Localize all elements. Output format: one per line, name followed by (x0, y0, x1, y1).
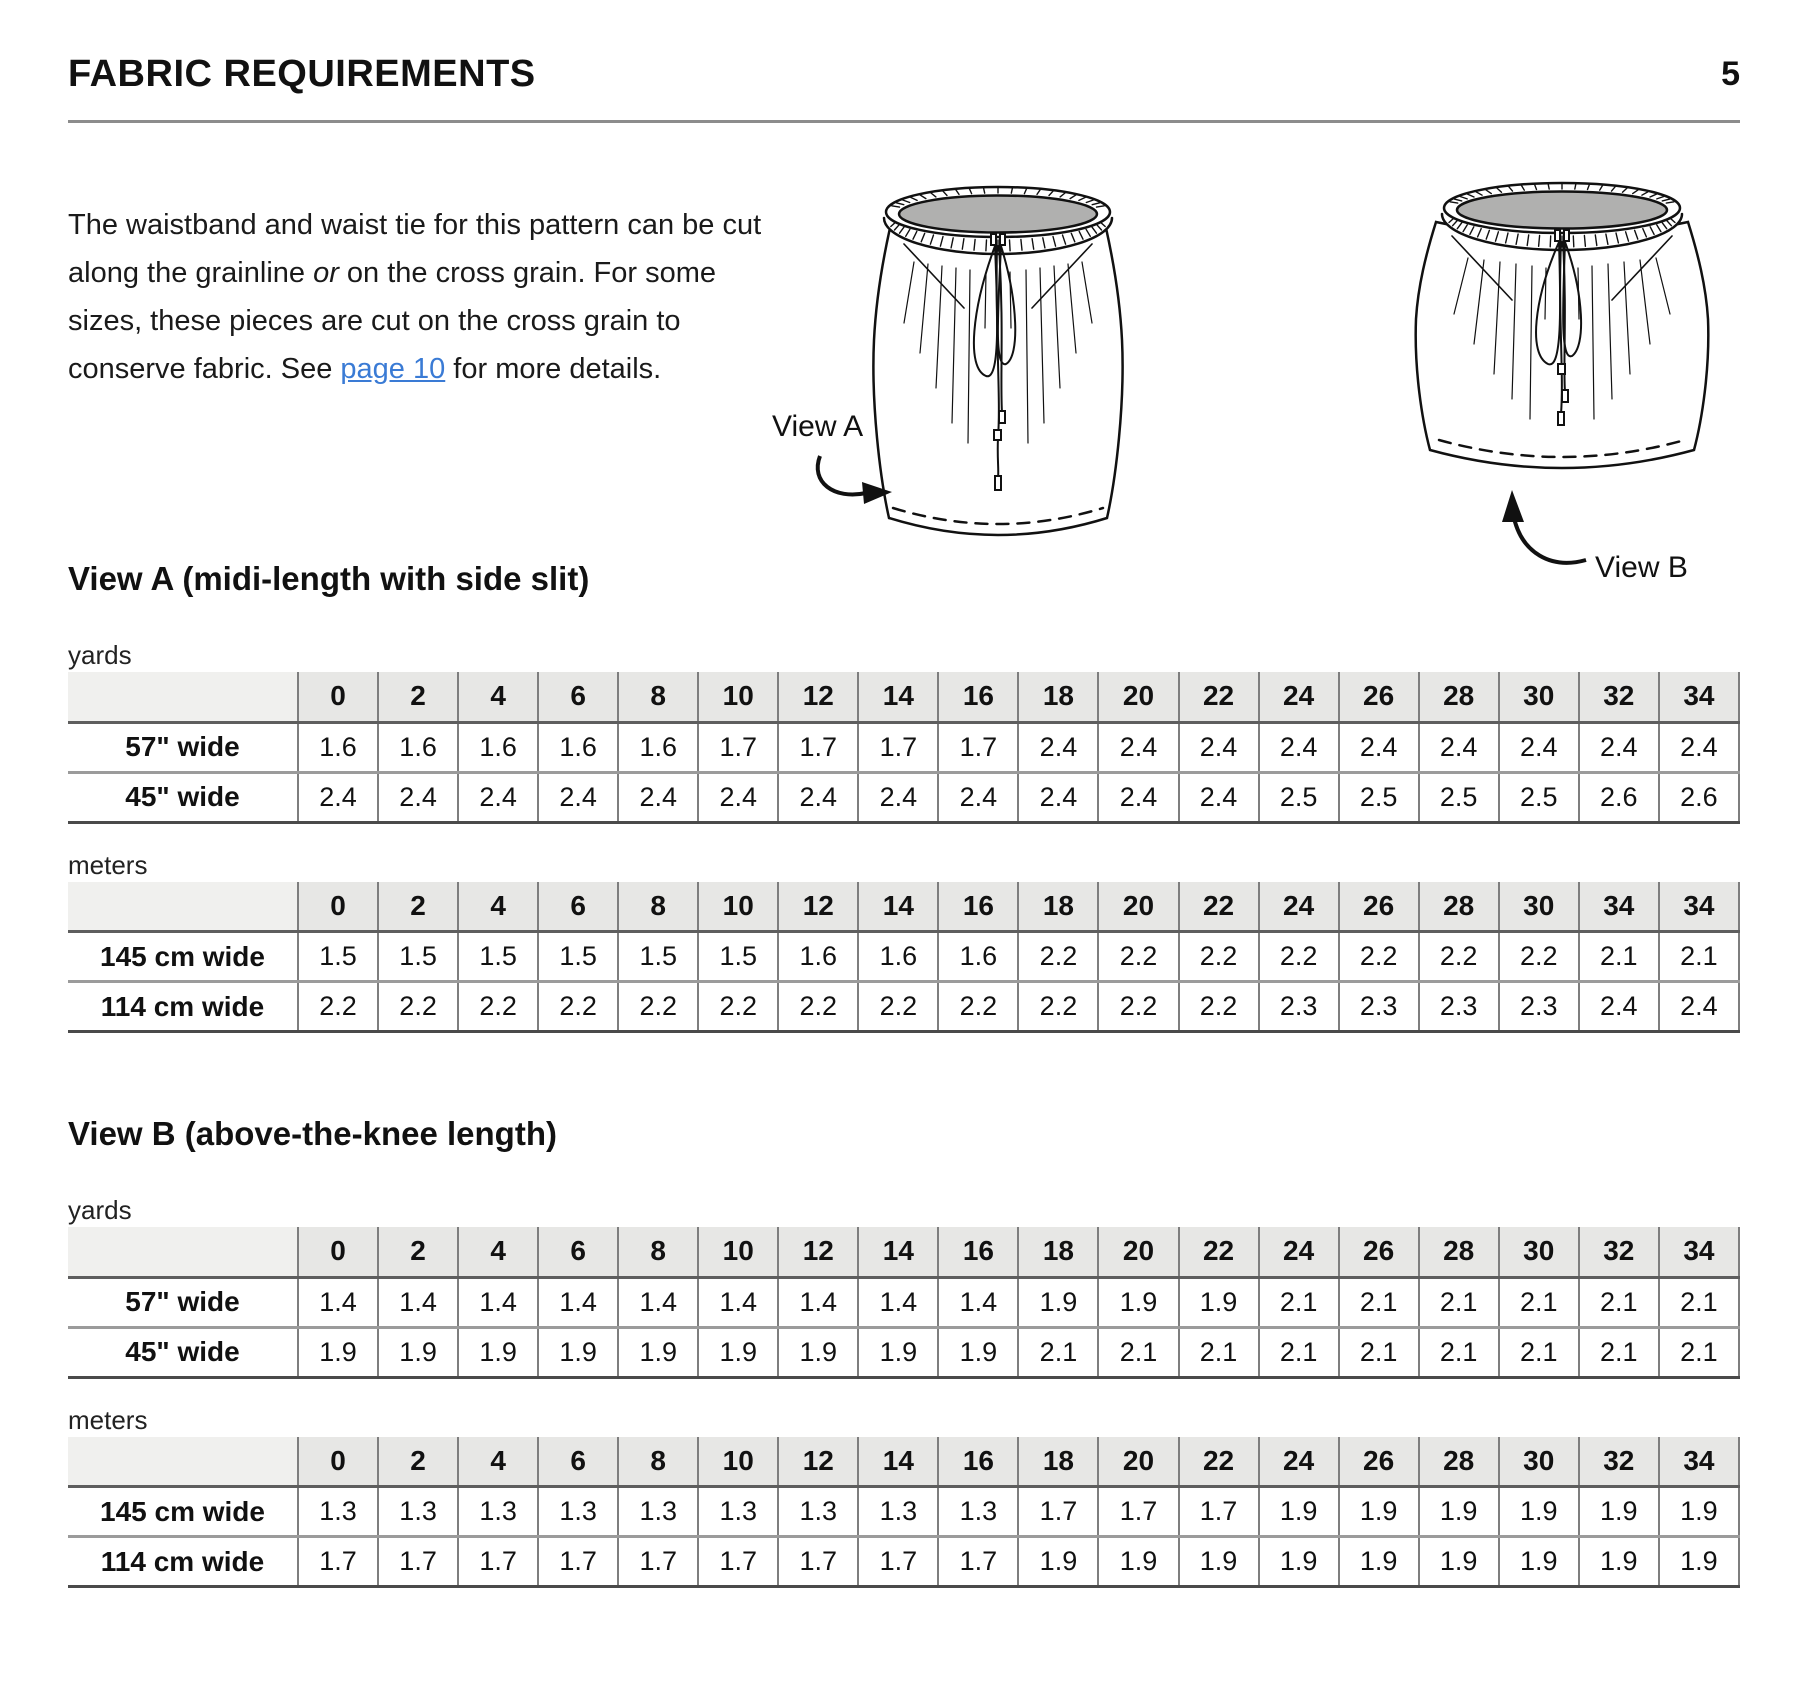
requirement-value-cell: 2.2 (938, 982, 1018, 1032)
requirement-value-cell: 1.9 (1339, 1487, 1419, 1537)
requirement-value-cell: 1.9 (1179, 1537, 1259, 1587)
size-header-cell: 32 (1579, 1437, 1659, 1487)
size-header-cell: 30 (1499, 672, 1579, 722)
requirement-value-cell: 1.7 (698, 1537, 778, 1587)
size-header-cell: 6 (538, 882, 618, 932)
size-header-cell: 30 (1499, 1437, 1579, 1487)
fabric-width-row-label: 114 cm wide (100, 1545, 265, 1577)
requirement-value-cell: 2.4 (778, 772, 858, 822)
size-header-cell: 26 (1339, 672, 1419, 722)
requirement-value-cell: 1.7 (1098, 1487, 1178, 1537)
fabric-width-row-label: 45" wide (125, 781, 240, 812)
requirement-value-cell: 2.1 (1018, 1327, 1098, 1377)
requirement-value-cell: 2.1 (1339, 1277, 1419, 1327)
requirement-value-cell: 1.6 (858, 932, 938, 982)
size-header-cell: 0 (298, 672, 378, 722)
size-header-cell: 12 (778, 1437, 858, 1487)
requirement-value-cell: 2.5 (1339, 772, 1419, 822)
requirement-value-cell: 2.4 (1579, 982, 1659, 1032)
requirement-value-cell: 2.2 (618, 982, 698, 1032)
requirement-value-cell: 1.5 (538, 932, 618, 982)
skirt-view-b-drawing (1416, 183, 1709, 468)
requirement-value-cell: 1.7 (458, 1537, 538, 1587)
requirement-value-cell: 1.9 (938, 1327, 1018, 1377)
intro-paragraph (68, 201, 768, 393)
size-header-cell: 18 (1018, 882, 1098, 932)
size-header-cell: 4 (458, 882, 538, 932)
requirement-value-cell: 2.3 (1259, 982, 1339, 1032)
requirement-value-cell: 1.9 (1339, 1537, 1419, 1587)
view-b-meters-table (68, 1437, 1740, 1589)
size-header-cell: 2 (378, 882, 458, 932)
requirement-value-cell: 1.3 (538, 1487, 618, 1537)
requirement-value-cell: 2.1 (1499, 1277, 1579, 1327)
requirements-table (68, 672, 1740, 824)
requirement-value-cell: 2.2 (778, 982, 858, 1032)
requirement-value-cell: 2.2 (1339, 932, 1419, 982)
requirement-value-cell: 1.4 (618, 1277, 698, 1327)
requirement-value-cell: 1.7 (298, 1537, 378, 1587)
size-header-cell: 14 (858, 672, 938, 722)
skirt-illustration-svg (750, 160, 1740, 620)
requirement-value-cell: 1.9 (1659, 1537, 1739, 1587)
requirement-value-cell: 1.4 (298, 1277, 378, 1327)
requirement-value-cell: 1.4 (858, 1277, 938, 1327)
size-header-cell: 20 (1098, 672, 1178, 722)
requirement-value-cell: 1.6 (618, 722, 698, 772)
requirement-value-cell: 1.4 (698, 1277, 778, 1327)
size-header-cell: 22 (1179, 882, 1259, 932)
requirement-value-cell: 2.4 (618, 772, 698, 822)
requirement-value-cell: 2.1 (1259, 1277, 1339, 1327)
size-header-cell: 10 (698, 1437, 778, 1487)
requirement-value-cell: 1.7 (698, 722, 778, 772)
size-header-cell: 0 (298, 1437, 378, 1487)
requirement-value-cell: 1.5 (618, 932, 698, 982)
requirement-value-cell: 2.4 (858, 772, 938, 822)
requirement-value-cell: 1.6 (298, 722, 378, 772)
size-header-cell: 24 (1259, 672, 1339, 722)
requirement-value-cell: 2.1 (1579, 932, 1659, 982)
page-header (68, 0, 1740, 98)
requirement-value-cell: 1.9 (1098, 1277, 1178, 1327)
requirement-value-cell: 1.9 (1018, 1277, 1098, 1327)
requirement-value-cell: 2.4 (1419, 722, 1499, 772)
requirement-value-cell: 2.4 (1579, 722, 1659, 772)
intro-italic-word: or (313, 257, 339, 289)
requirement-value-cell: 1.3 (858, 1487, 938, 1537)
table-corner-cell (68, 1437, 298, 1487)
requirement-value-cell: 2.2 (538, 982, 618, 1032)
requirement-value-cell: 2.4 (1499, 722, 1579, 772)
requirement-value-cell: 1.7 (938, 722, 1018, 772)
size-header-cell: 6 (538, 672, 618, 722)
view-b-yards-table (68, 1227, 1740, 1379)
size-header-cell: 20 (1098, 1437, 1178, 1487)
requirement-value-cell: 2.6 (1579, 772, 1659, 822)
page-title: FABRIC REQUIREMENTS (68, 53, 536, 95)
view-b-label: View B (1595, 551, 1688, 584)
requirement-value-cell: 1.3 (298, 1487, 378, 1537)
page-number: 5 (1721, 55, 1740, 93)
view-a-meters-table (68, 882, 1740, 1034)
skirt-a-waist-opening (899, 196, 1097, 233)
view-b-arrow-icon (1502, 490, 1586, 563)
requirement-value-cell: 2.4 (1339, 722, 1419, 772)
requirement-value-cell: 2.2 (1179, 982, 1259, 1032)
size-header-cell: 34 (1659, 1227, 1739, 1277)
requirement-value-cell: 2.2 (1259, 932, 1339, 982)
requirement-value-cell: 2.1 (1579, 1277, 1659, 1327)
skirt-views-illustration (750, 160, 1740, 620)
page-10-link[interactable]: page 10 (340, 353, 446, 385)
size-header-cell: 10 (698, 1227, 778, 1277)
requirement-value-cell: 1.7 (778, 1537, 858, 1587)
requirement-value-cell: 1.9 (858, 1327, 938, 1377)
size-header-cell: 30 (1499, 1227, 1579, 1277)
fabric-width-row-label: 45" wide (125, 1336, 240, 1367)
size-header-cell: 22 (1179, 672, 1259, 722)
requirement-value-cell: 1.7 (378, 1537, 458, 1587)
requirement-value-cell: 1.7 (1179, 1487, 1259, 1537)
view-b-section-heading: View B (above-the-knee length) (68, 1115, 557, 1152)
requirement-value-cell: 2.4 (1098, 722, 1178, 772)
header-divider (68, 120, 1740, 123)
requirement-value-cell: 2.2 (858, 982, 938, 1032)
unit-label-meters: meters (68, 1404, 148, 1435)
requirement-value-cell: 1.5 (298, 932, 378, 982)
skirt-b-waist-opening (1457, 192, 1667, 229)
size-header-cell: 26 (1339, 1437, 1419, 1487)
requirement-value-cell: 1.9 (1259, 1487, 1339, 1537)
requirement-value-cell: 1.9 (778, 1327, 858, 1377)
size-header-cell: 34 (1579, 882, 1659, 932)
size-header-cell: 26 (1339, 1227, 1419, 1277)
size-header-cell: 34 (1659, 1437, 1739, 1487)
requirement-value-cell: 2.4 (938, 772, 1018, 822)
requirement-value-cell: 2.4 (538, 772, 618, 822)
intro-text: for more details. (445, 353, 662, 385)
fabric-width-row-label: 57" wide (125, 1286, 240, 1317)
requirement-value-cell: 1.7 (938, 1537, 1018, 1587)
size-header-cell: 18 (1018, 1227, 1098, 1277)
size-header-cell: 32 (1579, 672, 1659, 722)
requirement-value-cell: 2.4 (1098, 772, 1178, 822)
requirement-value-cell: 1.9 (458, 1327, 538, 1377)
view-a-yards-table (68, 672, 1740, 824)
requirement-value-cell: 2.2 (378, 982, 458, 1032)
size-header-cell: 6 (538, 1437, 618, 1487)
requirement-value-cell: 2.4 (1659, 982, 1739, 1032)
requirement-value-cell: 1.5 (698, 932, 778, 982)
requirement-value-cell: 1.5 (378, 932, 458, 982)
requirement-value-cell: 1.3 (378, 1487, 458, 1537)
requirement-value-cell: 1.7 (858, 1537, 938, 1587)
intro-text: The waistband and waist tie for this pattern can be cut along the grainline (68, 209, 762, 289)
requirement-value-cell: 1.9 (698, 1327, 778, 1377)
unit-label-yards: yards (68, 1195, 132, 1225)
requirement-value-cell: 2.2 (1179, 932, 1259, 982)
size-header-cell: 34 (1659, 672, 1739, 722)
requirement-value-cell: 1.7 (618, 1537, 698, 1587)
size-header-cell: 0 (298, 1227, 378, 1277)
requirement-value-cell: 2.3 (1419, 982, 1499, 1032)
requirement-value-cell: 2.5 (1259, 772, 1339, 822)
size-header-cell: 10 (698, 882, 778, 932)
size-header-cell: 18 (1018, 1437, 1098, 1487)
size-header-cell: 22 (1179, 1437, 1259, 1487)
requirement-value-cell: 1.7 (1018, 1487, 1098, 1537)
requirement-value-cell: 2.4 (1259, 722, 1339, 772)
size-header-cell: 0 (298, 882, 378, 932)
requirement-value-cell: 1.6 (778, 932, 858, 982)
fabric-width-row-label: 57" wide (125, 731, 240, 762)
requirement-value-cell: 2.3 (1499, 982, 1579, 1032)
requirement-value-cell: 2.1 (1659, 1277, 1739, 1327)
size-header-cell: 14 (858, 882, 938, 932)
size-header-cell: 8 (618, 882, 698, 932)
size-header-cell: 4 (458, 1437, 538, 1487)
size-header-cell: 2 (378, 1227, 458, 1277)
table-corner-cell (68, 672, 298, 722)
requirement-value-cell: 1.9 (298, 1327, 378, 1377)
requirement-value-cell: 2.1 (1339, 1327, 1419, 1377)
requirement-value-cell: 2.2 (458, 982, 538, 1032)
requirement-value-cell: 2.2 (698, 982, 778, 1032)
size-header-cell: 10 (698, 672, 778, 722)
requirements-table (68, 1227, 1740, 1379)
requirement-value-cell: 1.9 (1419, 1487, 1499, 1537)
size-header-cell: 12 (778, 1227, 858, 1277)
size-header-cell: 28 (1419, 882, 1499, 932)
requirement-value-cell: 2.4 (698, 772, 778, 822)
size-header-cell: 28 (1419, 1437, 1499, 1487)
requirement-value-cell: 1.6 (938, 932, 1018, 982)
requirement-value-cell: 2.1 (1419, 1327, 1499, 1377)
requirement-value-cell: 2.1 (1259, 1327, 1339, 1377)
requirement-value-cell: 1.3 (938, 1487, 1018, 1537)
requirement-value-cell: 1.4 (538, 1277, 618, 1327)
requirement-value-cell: 2.2 (1419, 932, 1499, 982)
intro-text: on the cross grain. For some sizes, these pieces are cut on the cross grain to conserve fabric. See (68, 257, 717, 385)
requirement-value-cell: 2.3 (1339, 982, 1419, 1032)
size-header-cell: 4 (458, 672, 538, 722)
size-header-cell: 2 (378, 1437, 458, 1487)
requirement-value-cell: 2.4 (378, 772, 458, 822)
requirement-value-cell: 1.3 (618, 1487, 698, 1537)
requirement-value-cell: 2.4 (1659, 722, 1739, 772)
size-header-cell: 28 (1419, 672, 1499, 722)
requirements-table (68, 1437, 1740, 1589)
requirement-value-cell: 1.9 (538, 1327, 618, 1377)
size-header-cell: 14 (858, 1437, 938, 1487)
requirement-value-cell: 1.9 (1179, 1277, 1259, 1327)
requirement-value-cell: 2.1 (1098, 1327, 1178, 1377)
fabric-width-row-label: 114 cm wide (100, 990, 265, 1022)
size-header-cell: 16 (938, 882, 1018, 932)
requirement-value-cell: 2.2 (1499, 932, 1579, 982)
size-header-cell: 34 (1659, 882, 1739, 932)
requirement-value-cell: 2.1 (1419, 1277, 1499, 1327)
requirement-value-cell: 1.4 (778, 1277, 858, 1327)
requirement-value-cell: 2.1 (1579, 1327, 1659, 1377)
requirement-value-cell: 1.3 (458, 1487, 538, 1537)
size-header-cell: 30 (1499, 882, 1579, 932)
requirement-value-cell: 2.1 (1659, 1327, 1739, 1377)
view-a-section-heading: View A (midi-length with side slit) (68, 560, 590, 597)
size-header-cell: 12 (778, 882, 858, 932)
requirement-value-cell: 2.2 (1098, 982, 1178, 1032)
requirement-value-cell: 1.9 (1098, 1537, 1178, 1587)
unit-label-meters: meters (68, 849, 148, 880)
size-header-cell: 22 (1179, 1227, 1259, 1277)
size-header-cell: 26 (1339, 882, 1419, 932)
requirement-value-cell: 2.4 (1179, 722, 1259, 772)
requirement-value-cell: 1.9 (1579, 1537, 1659, 1587)
size-header-cell: 16 (938, 1227, 1018, 1277)
requirement-value-cell: 2.4 (1018, 722, 1098, 772)
size-header-cell: 24 (1259, 1227, 1339, 1277)
size-header-cell: 20 (1098, 882, 1178, 932)
size-header-cell: 6 (538, 1227, 618, 1277)
requirement-value-cell: 1.9 (1499, 1487, 1579, 1537)
requirement-value-cell: 1.9 (1419, 1537, 1499, 1587)
requirement-value-cell: 1.9 (1659, 1487, 1739, 1537)
requirement-value-cell: 2.1 (1179, 1327, 1259, 1377)
requirement-value-cell: 1.3 (698, 1487, 778, 1537)
unit-label-yards: yards (68, 640, 132, 670)
requirement-value-cell: 1.4 (458, 1277, 538, 1327)
size-header-cell: 24 (1259, 882, 1339, 932)
requirement-value-cell: 1.6 (458, 722, 538, 772)
size-header-cell: 24 (1259, 1437, 1339, 1487)
requirement-value-cell: 2.4 (1179, 772, 1259, 822)
size-header-cell: 12 (778, 672, 858, 722)
requirement-value-cell: 1.7 (778, 722, 858, 772)
requirement-value-cell: 1.9 (1499, 1537, 1579, 1587)
requirement-value-cell: 1.4 (378, 1277, 458, 1327)
size-header-cell: 18 (1018, 672, 1098, 722)
view-a-label: View A (772, 410, 864, 443)
requirement-value-cell: 1.5 (458, 932, 538, 982)
size-header-cell: 4 (458, 1227, 538, 1277)
size-header-cell: 16 (938, 1437, 1018, 1487)
size-header-cell: 8 (618, 1437, 698, 1487)
size-header-cell: 16 (938, 672, 1018, 722)
requirement-value-cell: 2.4 (298, 772, 378, 822)
requirement-value-cell: 1.6 (378, 722, 458, 772)
fabric-width-row-label: 145 cm wide (100, 940, 265, 972)
size-header-cell: 8 (618, 672, 698, 722)
fabric-width-row-label: 145 cm wide (100, 1495, 265, 1527)
requirement-value-cell: 2.2 (298, 982, 378, 1032)
requirement-value-cell: 2.2 (1018, 932, 1098, 982)
size-header-cell: 8 (618, 1227, 698, 1277)
requirement-value-cell: 1.3 (778, 1487, 858, 1537)
size-header-cell: 14 (858, 1227, 938, 1277)
requirement-value-cell: 2.4 (1018, 772, 1098, 822)
skirt-view-a-drawing (873, 187, 1122, 535)
table-corner-cell (68, 882, 298, 932)
requirements-table (68, 882, 1740, 1034)
requirement-value-cell: 1.9 (1259, 1537, 1339, 1587)
requirement-value-cell: 2.1 (1499, 1327, 1579, 1377)
requirement-value-cell: 1.4 (938, 1277, 1018, 1327)
size-header-cell: 20 (1098, 1227, 1178, 1277)
requirement-value-cell: 2.4 (458, 772, 538, 822)
table-corner-cell (68, 1227, 298, 1277)
requirement-value-cell: 1.9 (1579, 1487, 1659, 1537)
requirement-value-cell: 1.7 (538, 1537, 618, 1587)
requirement-value-cell: 2.1 (1659, 932, 1739, 982)
requirement-value-cell: 2.2 (1098, 932, 1178, 982)
requirement-value-cell: 1.6 (538, 722, 618, 772)
requirement-value-cell: 2.6 (1659, 772, 1739, 822)
requirement-value-cell: 2.5 (1419, 772, 1499, 822)
size-header-cell: 2 (378, 672, 458, 722)
requirement-value-cell: 2.2 (1018, 982, 1098, 1032)
requirement-value-cell: 1.7 (858, 722, 938, 772)
size-header-cell: 28 (1419, 1227, 1499, 1277)
requirement-value-cell: 1.9 (1018, 1537, 1098, 1587)
requirement-value-cell: 2.5 (1499, 772, 1579, 822)
requirement-value-cell: 1.9 (378, 1327, 458, 1377)
requirement-value-cell: 1.9 (618, 1327, 698, 1377)
size-header-cell: 32 (1579, 1227, 1659, 1277)
